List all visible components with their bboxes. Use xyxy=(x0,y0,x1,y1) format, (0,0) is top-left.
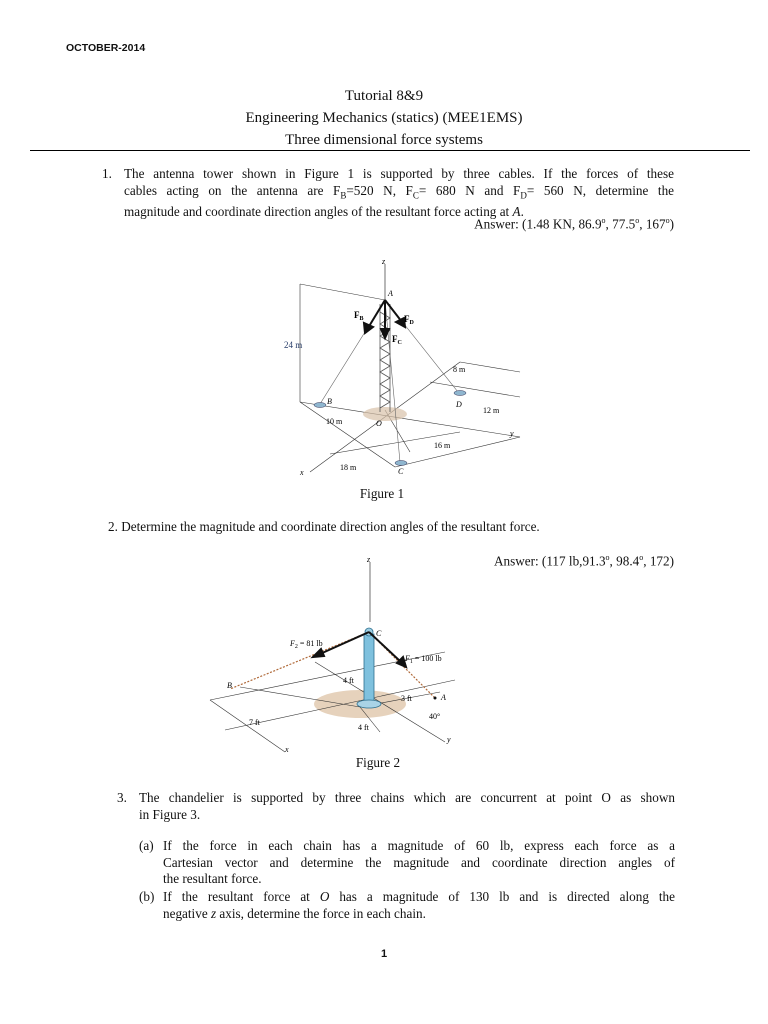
course-title: Engineering Mechanics (statics) (MEE1EMS) xyxy=(245,110,523,126)
q3-line2: in Figure 3. xyxy=(139,806,201,822)
figure-1-caption: Figure 1 xyxy=(359,486,405,501)
q1-line1: The antenna tower shown in Figure 1 is supported by three cables. If the forces of these xyxy=(124,166,674,181)
fig1-label-24m: 24 m xyxy=(284,340,303,350)
q1-line2: cables acting on the antenna are $F_B=520$ N, $F_C= 680$ N and $F_D= 560$ N, determine the xyxy=(124,182,675,201)
fig2-label-4ft-vertical: 4 ft xyxy=(343,676,354,685)
fig1-label-O: O xyxy=(376,419,382,428)
fig2-label-7ft: 7 ft xyxy=(249,718,260,727)
topic-title: Three dimensional force systems xyxy=(285,132,483,148)
figure-2-pole-forces xyxy=(195,552,475,757)
q3-text xyxy=(139,790,675,823)
fig1-force-arrows xyxy=(364,300,405,338)
fig1-label-C: C xyxy=(398,467,404,476)
fig2-label-3ft: 3 ft xyxy=(401,694,412,703)
fig1-label-x: x xyxy=(300,468,304,477)
fig2-label-F2: $F_2 = 81$ lb xyxy=(290,639,323,650)
fig2-label-4ft-horizontal: 4 ft xyxy=(358,723,369,732)
fig2-pole xyxy=(364,634,374,704)
fig2-label-B: B xyxy=(227,681,232,690)
fig1-label-D: D xyxy=(456,400,462,409)
fig1-label-FD: $F_D$ xyxy=(404,314,414,326)
q3a-text: If the force in each chain has a magnitude of 60 lb, express each force as a Cartesian vector and determine the magnitude and coordinate direction angles of the resultant force. xyxy=(163,838,675,886)
fig1-label-12m: 12 m xyxy=(483,406,500,415)
q1-number: 1. xyxy=(102,166,112,181)
fig1-label-16m: 16 m xyxy=(434,441,451,450)
fig2-label-40deg: 40° xyxy=(429,712,441,721)
figure-2-caption: Figure 2 xyxy=(355,755,401,770)
fig1-label-FC: $F_C$ xyxy=(392,334,402,346)
fig2-label-y: y xyxy=(447,735,451,744)
fig1-label-8m: 8 m xyxy=(453,365,466,374)
q3b-text: If the resultant force at O has a magnitude of 130 lb and is directed along the negative z axis, determine the force in each chain. xyxy=(163,889,676,921)
q1-text xyxy=(124,166,674,220)
tutorial-title: Tutorial 8&9 xyxy=(344,88,424,104)
fig1-label-z: z xyxy=(382,257,386,266)
fig2-label-A: A xyxy=(441,693,446,702)
q2-answer: Answer: (117 lb,91.3$^o$, 98.4$^o$, 172) xyxy=(493,553,674,569)
fig2-label-F1: $F_1 = 100$ lb xyxy=(405,654,442,665)
title-rule xyxy=(30,150,750,151)
fig1-label-A: A xyxy=(388,289,393,298)
fig1-label-10m: 10 m xyxy=(326,417,343,426)
q3-number: 3. xyxy=(117,790,127,805)
q3-line1: The chandelier is supported by three chains which are concurrent at point O as shown xyxy=(139,790,675,805)
fig2-label-C: C xyxy=(376,629,382,638)
page-number: 1 xyxy=(380,948,388,960)
fig1-label-18m: 18 m xyxy=(340,463,357,472)
fig1-label-B: B xyxy=(327,397,332,406)
q3a-label: (a) xyxy=(139,838,154,853)
figure-1-antenna-tower xyxy=(270,252,530,484)
fig1-cables xyxy=(320,300,458,462)
fig1-label-y: y xyxy=(510,429,514,438)
fig1-label-FB: $F_B$ xyxy=(354,310,364,322)
q2-text: 2. Determine the magnitude and coordinate direction angles of the resultant force. xyxy=(108,519,540,534)
fig2-label-z: z xyxy=(367,555,371,564)
fig2-label-x: x xyxy=(285,745,289,754)
q3b-label: (b) xyxy=(139,889,155,904)
header-date: OCTOBER-2014 xyxy=(66,42,146,54)
q1-line3: magnitude and coordinate direction angles of the resultant force acting at A. xyxy=(124,203,524,219)
q1-answer: Answer: (1.48 KN, 86.9$^o$, 77.5$^o$, 167$^o$) xyxy=(474,216,674,232)
